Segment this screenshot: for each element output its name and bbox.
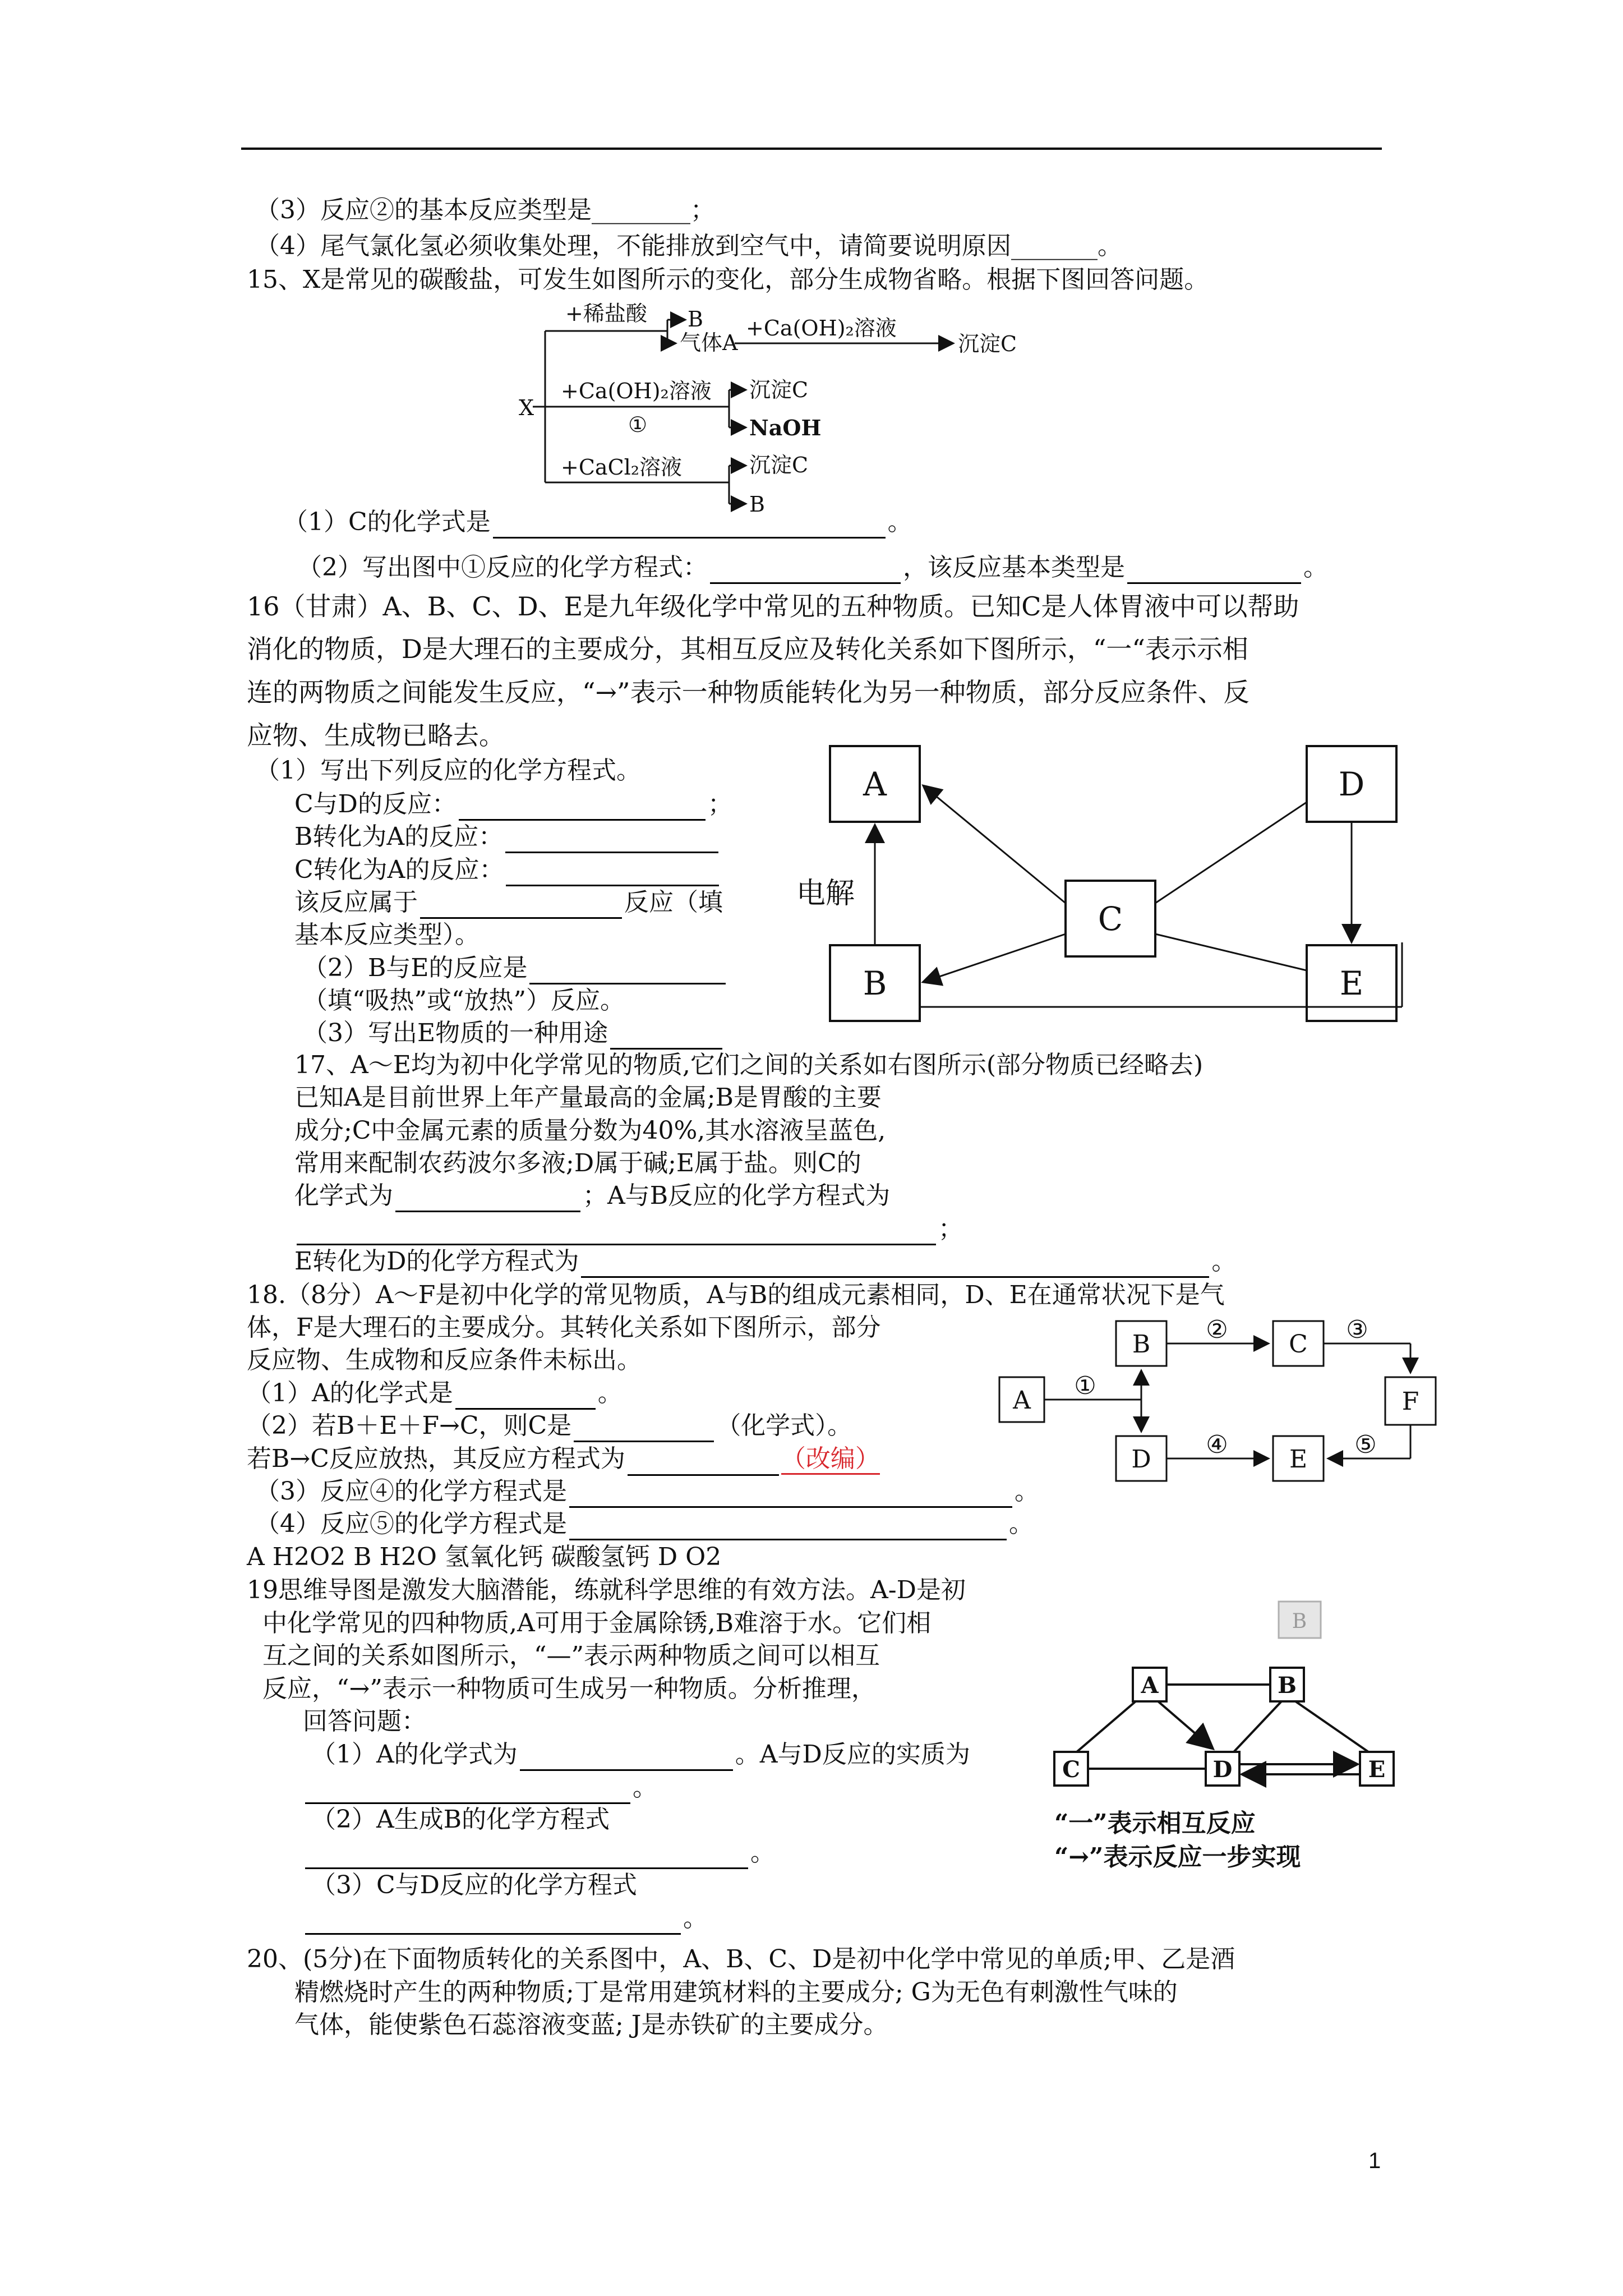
q19-stem-3: 互之间的关系如图所示，“—”表示两种物质之间可以相互 [262, 1641, 880, 1670]
q17-ab-end: ； [938, 1214, 963, 1243]
q16-stem-1: 16（甘肃）A、B、C、D、E是九年级化学中常见的五种物质。已知C是人体胃液中可以帮助 [247, 591, 1299, 622]
q16-stem-2: 消化的物质，D是大理石的主要成分，其相互反应及转化关系如下图所示，“一“表示示相 [247, 634, 1248, 664]
q19-stem-2: 中化学常见的四种物质,A可用于金属除锈,B难溶于水。它们相 [262, 1609, 932, 1637]
q16-label-d: D [1338, 765, 1365, 803]
q16-type-text: 该反应属于 [294, 888, 418, 917]
q15-b-top: B [688, 307, 703, 332]
q15-caoh-top: +Ca(OH)₂溶液 [746, 316, 897, 341]
q15-part1 [283, 506, 912, 539]
q15-circle1: ① [628, 412, 648, 437]
q18-part4-end: 。 [1009, 1510, 1034, 1538]
q18-num-1: ① [1074, 1372, 1096, 1400]
q20-stem-2: 精燃烧时产生的两种物质;丁是常用建筑材料的主要成分; G为无色有刺激性气味的 [294, 1978, 1178, 2007]
q20-stem-1: 20、(5分)在下面物质转化的关系图中，A、B、C、D是初中化学中常见的单质;甲、乙是酒 [247, 1945, 1235, 1973]
q18-part2-blank [574, 1416, 714, 1442]
q16-part2 [303, 952, 728, 984]
q18-part3 [255, 1475, 1039, 1508]
q15-part1-text: （1）C的化学式是 [283, 508, 491, 536]
q18-bc-line [247, 1443, 880, 1476]
q18-label-a: A [1013, 1386, 1031, 1415]
q15-part1-end: 。 [887, 508, 912, 536]
q16-electrolysis-label: 电解 [796, 877, 855, 910]
header-rule [241, 148, 1382, 150]
q19-label-d: D [1212, 1756, 1233, 1783]
q19-label-e: E [1368, 1756, 1386, 1783]
q19-part1 [311, 1738, 970, 1771]
q18-diagram [993, 1315, 1453, 1506]
q17-ed-blank [581, 1251, 1209, 1278]
q19-stem-1: 19思维导图是激发大脑潜能，练就科学思维的有效方法。A-D是初 [247, 1576, 966, 1604]
q15-b-bot: B [749, 492, 765, 517]
q16-label-a: A [863, 765, 887, 803]
q19-part1-text: （1）A的化学式为 [311, 1740, 518, 1769]
q17-c-text: 化学式为 [294, 1181, 393, 1210]
q16-type-blank [420, 892, 622, 919]
q19-stem-5: 回答问题： [303, 1707, 426, 1736]
q15-diagram [505, 297, 1066, 533]
q16-part2-text: （2）B与E的反应是 [303, 954, 528, 982]
q18-label-b: B [1132, 1330, 1151, 1359]
q16-part3-text: （3）写出E物质的一种用途 [303, 1019, 608, 1047]
q17-stem-5 [294, 1180, 890, 1212]
q18-label-c: C [1289, 1330, 1308, 1359]
q18-stem-2: 体，F是大理石的主要成分。其转化关系如下图所示，部分 [247, 1313, 881, 1342]
q18-part2-text: （2）若B＋E＋F→C，则C是 [247, 1411, 572, 1440]
q18-num-2: ② [1206, 1315, 1228, 1344]
q16-part1: （1）写出下列反应的化学方程式。 [255, 756, 641, 785]
q16-ca-text: C转化为A的反应： [294, 855, 504, 884]
q19-part1-blank [520, 1745, 733, 1771]
q17-ab-blank [297, 1219, 936, 1245]
q19-part2-line2 [303, 1837, 775, 1869]
q15-x: X [519, 395, 534, 420]
q16-type-text2: 反应（填 [624, 888, 723, 917]
q15-part2-end: 。 [1303, 553, 1328, 582]
q16-stem-3: 连的两物质之间能发生反应，“→”表示一种物质能转化为另一种物质，部分反应条件、反 [247, 677, 1249, 707]
q15-precip-c-bot: 沉淀C [749, 453, 809, 477]
q17-ed-text: E转化为D的化学方程式为 [294, 1247, 579, 1276]
q17-stem-1: 17、A～E均为初中化学常见的物质,它们之间的关系如右图所示(部分物质已经略去) [294, 1051, 1204, 1079]
q14-part4: （4）尾气氯化氢必须收集处理，不能排放到空气中，请简要说明原因_______。 [255, 232, 1122, 260]
q18-part3-end: 。 [1015, 1477, 1039, 1506]
q17-ed-end: 。 [1211, 1247, 1237, 1276]
q19-blurred-label-b: B [1292, 1610, 1307, 1633]
q18-part3-blank [569, 1481, 1012, 1508]
q17-ed-line [294, 1245, 1236, 1278]
q18-part1-end: 。 [597, 1379, 623, 1407]
q16-cd-blank [459, 794, 706, 821]
q15-cacl2: +CaCl₂溶液 [561, 455, 683, 480]
q16-cd-text: C与D的反应： [294, 790, 457, 818]
q19-part1-end: 。 [633, 1773, 657, 1802]
q16-ba-blank [505, 827, 718, 853]
q16-cd-end: ； [707, 790, 732, 818]
q17-stem-3: 成分;C中金属元素的质量分数为40%,其水溶液呈蓝色, [294, 1116, 886, 1145]
q19-stem-4: 反应，“→”表示一种物质可生成另一种物质。分析推理， [262, 1674, 876, 1703]
q15-part2-blank2 [1127, 558, 1301, 584]
q15-gas-a: 气体A [680, 330, 738, 355]
q15-part2 [297, 551, 1328, 584]
q19-part2-blank [305, 1843, 748, 1869]
q18-stem-1: 18.（8分）A～F是初中化学的常见物质，A与B的组成元素相同，D、E在通常状况下是气 [247, 1281, 1225, 1309]
q16-part3-blank [610, 1023, 722, 1050]
q17-stem-4: 常用来配制农药波尔多液;D属于碱;E属于盐。则C的 [294, 1149, 861, 1177]
q17-ab-line [294, 1213, 963, 1245]
q18-bc-blank [628, 1450, 779, 1476]
q18-num-5: ⑤ [1354, 1430, 1377, 1459]
q18-part4 [255, 1508, 1034, 1540]
q19-part3: （3）C与D反应的化学方程式 [311, 1871, 637, 1899]
q15-stem: 15、X是常见的碳酸盐，可发生如图所示的变化，部分生成物省略。根据下图回答问题。 [247, 265, 1209, 294]
q19-diagram [1043, 1602, 1447, 1888]
q18-answer-line: A H2O2 B H2O 氢氧化钙 碳酸氢钙 D O2 [247, 1543, 722, 1571]
q16-label-e: E [1339, 964, 1364, 1002]
q15-caoh-mid: +Ca(OH)₂溶液 [561, 379, 712, 403]
q18-part1-text: （1）A的化学式是 [247, 1379, 453, 1407]
q15-part2-text: （2）写出图中①反应的化学方程式： [297, 553, 708, 582]
q16-ca-reaction [294, 854, 721, 886]
q18-part4-blank [569, 1514, 1007, 1540]
q18-stem-3: 反应物、生成物和反应条件未标出。 [247, 1346, 642, 1374]
q17-stem-2: 已知A是目前世界上年产量最高的金属;B是胃酸的主要 [294, 1083, 882, 1112]
q18-label-d: D [1131, 1445, 1151, 1474]
q18-num-3: ③ [1346, 1315, 1368, 1344]
q16-ba-text: B转化为A的反应： [294, 822, 504, 851]
q19-part2: （2）A生成B的化学方程式 [311, 1805, 610, 1834]
q18-label-f: F [1401, 1387, 1419, 1416]
q19-label-a: A [1141, 1672, 1159, 1699]
q15-acid-label: +稀盐酸 [565, 301, 647, 326]
q18-label-e: E [1289, 1445, 1308, 1474]
q19-label-b: B [1278, 1672, 1297, 1699]
page-number: 1 [1368, 2148, 1381, 2173]
q18-part4-text: （4）反应⑤的化学方程式是 [255, 1510, 567, 1538]
q19-part2-end: 。 [750, 1838, 775, 1867]
q19-part1-line2 [303, 1772, 657, 1804]
q19-part3-blank [305, 1908, 681, 1935]
q16-part2-hint: （填“吸热”或“放热”）反应。 [303, 986, 625, 1015]
q15-part2-blank1 [710, 558, 901, 584]
q16-type-line [294, 886, 723, 919]
q16-label-c: C [1098, 900, 1123, 938]
q16-part3 [303, 1017, 725, 1050]
q16-diagram [796, 740, 1408, 1032]
q16-ca-blank [506, 860, 719, 886]
q15-part2-text2: ，该反应基本类型是 [903, 553, 1125, 582]
q16-part2-blank [529, 958, 726, 984]
q15-part1-blank [493, 512, 886, 539]
q16-cd-reaction [294, 788, 732, 821]
q16-type-line2: 基本反应类型）。 [294, 921, 479, 949]
q15-precip-c-mid: 沉淀C [749, 378, 809, 402]
q18-part1-blank [455, 1383, 596, 1410]
q15-precip-c-top: 沉淀C [958, 332, 1017, 356]
q19-part1-blank2 [305, 1778, 630, 1804]
q17-c-blank [395, 1186, 580, 1212]
q18-part3-text: （3）反应④的化学方程式是 [255, 1477, 567, 1506]
q16-stem-4: 应物、生成物已略去。 [247, 720, 505, 751]
q18-bc-text: 若B→C反应放热，其反应方程式为 [247, 1444, 625, 1473]
q18-part1 [247, 1377, 623, 1410]
q18-part2 [247, 1410, 852, 1442]
q16-label-b: B [863, 964, 887, 1002]
q19-part3-end: 。 [683, 1904, 708, 1932]
q19-label-c: C [1062, 1756, 1080, 1783]
q20-stem-3: 气体，能使紫色石蕊溶液变蓝; J是赤铁矿的主要成分。 [294, 2010, 888, 2039]
q19-legend-line1: “一”表示相互反应 [1054, 1809, 1256, 1838]
q18-revised-note: （改编） [781, 1444, 880, 1475]
q19-legend-line2: “→”表示反应一步实现 [1054, 1843, 1301, 1871]
q19-part1-text2: 。A与D反应的实质为 [735, 1740, 970, 1769]
q19-part3-line2 [303, 1902, 708, 1935]
q18-part2-end: （化学式）。 [716, 1411, 852, 1440]
q14-part3: （3）反应②的基本反应类型是________； [255, 196, 715, 224]
q18-num-4: ④ [1206, 1430, 1228, 1459]
q17-ab-text: ；A与B反应的化学方程式为 [583, 1181, 891, 1210]
q15-naoh: NaOH [749, 415, 822, 440]
q16-ba-reaction [294, 821, 721, 853]
